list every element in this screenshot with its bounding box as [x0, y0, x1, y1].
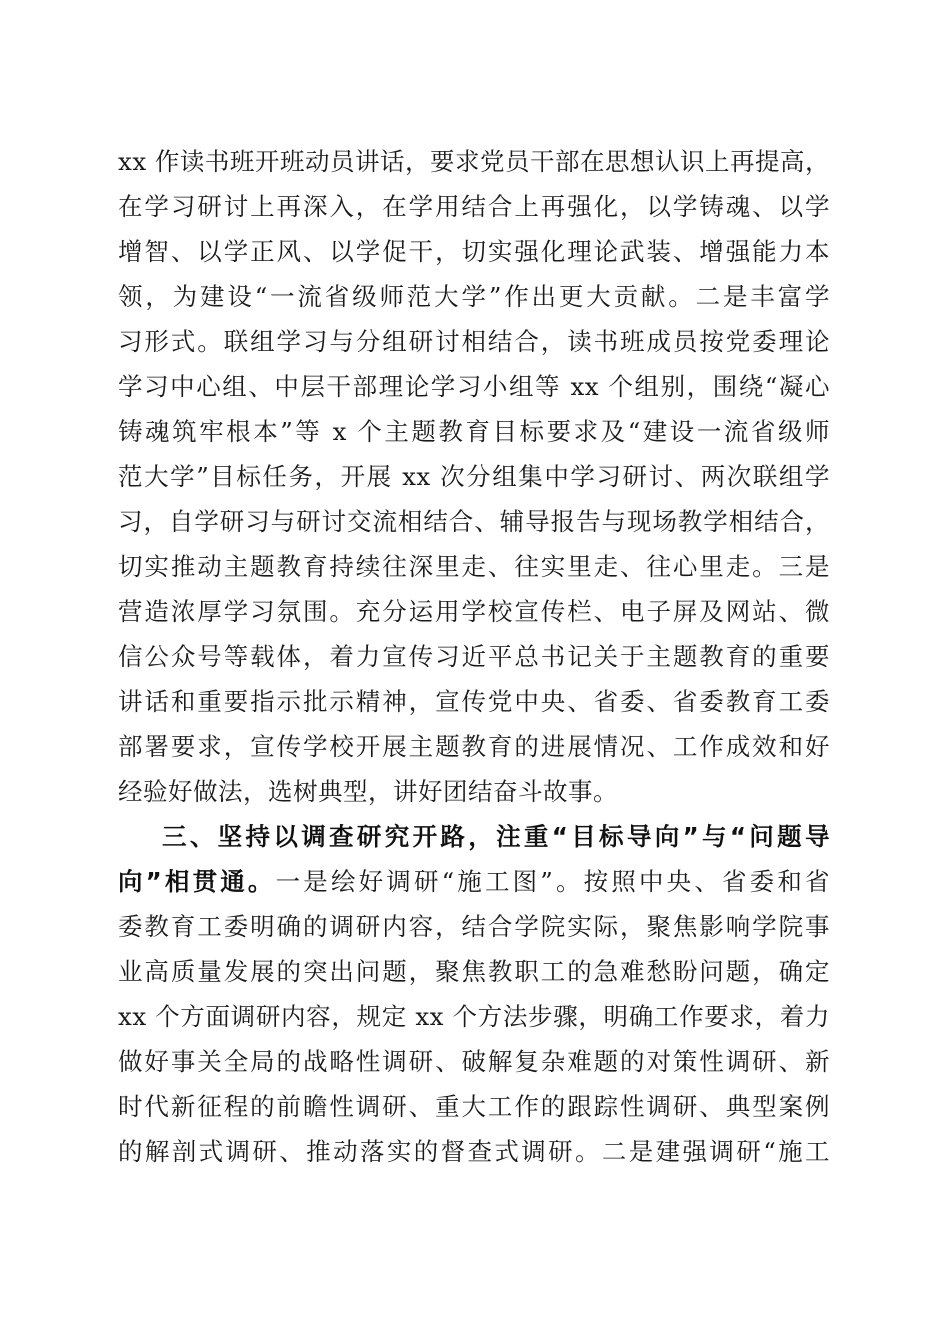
body-text-line: xx 作读书班开班动员讲话，要求党员干部在思想认识上再提高， — [118, 147, 830, 176]
body-text-line: 信公众号等载体，着力宣传习近平总书记关于主题教育的重要 — [118, 642, 830, 671]
body-text-line: 学习中心组、中层干部理论学习小组等 xx 个组别，围绕“凝心 — [118, 372, 830, 401]
body-text-line: 范大学”目标任务，开展 xx 次分组集中学习研讨、两次联组学 — [118, 462, 830, 491]
body-text-line: 习，自学研习与研讨交流相结合、辅导报告与现场教学相结合， — [118, 507, 830, 536]
body-text-line: 在学习研讨上再深入，在学用结合上再强化，以学铸魂、以学 — [118, 192, 830, 221]
body-text-line: 讲话和重要指示批示精神，宣传党中央、省委、省委教育工委 — [118, 687, 830, 716]
body-text-line: 经验好做法，选树典型，讲好团结奋斗故事。 — [118, 777, 618, 806]
body-text-line: xx 个方面调研内容，规定 xx 个方法步骤，明确工作要求，着力 — [118, 1002, 830, 1031]
body-text-line: 营造浓厚学习氛围。充分运用学校宣传栏、电子屏及网站、微 — [118, 597, 830, 626]
body-text-line: 切实推动主题教育持续往深里走、往实里走、往心里走。三是 — [118, 552, 830, 581]
section-heading-tail: 向”相贯通。 — [118, 867, 276, 896]
body-text-line — [118, 867, 830, 897]
body-text-line: 增智、以学正风、以学促干，切实强化理论武装、增强能力本 — [118, 237, 830, 266]
body-text-line: 铸魂筑牢根本”等 x 个主题教育目标要求及“建设一流省级师 — [118, 417, 830, 446]
body-text-line: 部署要求，宣传学校开展主题教育的进展情况、工作成效和好 — [118, 732, 830, 761]
body-text-line: 业高质量发展的突出问题，聚焦教职工的急难愁盼问题，确定 — [118, 957, 830, 986]
body-text-line: 习形式。联组学习与分组研讨相结合，读书班成员按党委理论 — [118, 327, 830, 356]
body-text-line: 领，为建设“一流省级师范大学”作出更大贡献。二是丰富学 — [118, 282, 830, 311]
body-text-line: 做好事关全局的战略性调研、破解复杂难题的对策性调研、新 — [118, 1047, 830, 1076]
section-heading-line — [162, 822, 830, 852]
body-text-span: 一是绘好调研“施工图”。按照中央、省委和省 — [275, 867, 830, 896]
body-text-line: 委教育工委明确的调研内容，结合学院实际，聚焦影响学院事 — [118, 912, 830, 941]
section-heading: 三、坚持以调查研究开路，注重“目标导向”与“问题导 — [162, 822, 830, 851]
body-text-line: 时代新征程的前瞻性调研、重大工作的跟踪性调研、典型案例 — [118, 1092, 830, 1121]
body-text-line: 的解剖式调研、推动落实的督查式调研。二是建强调研“施工 — [118, 1137, 830, 1166]
